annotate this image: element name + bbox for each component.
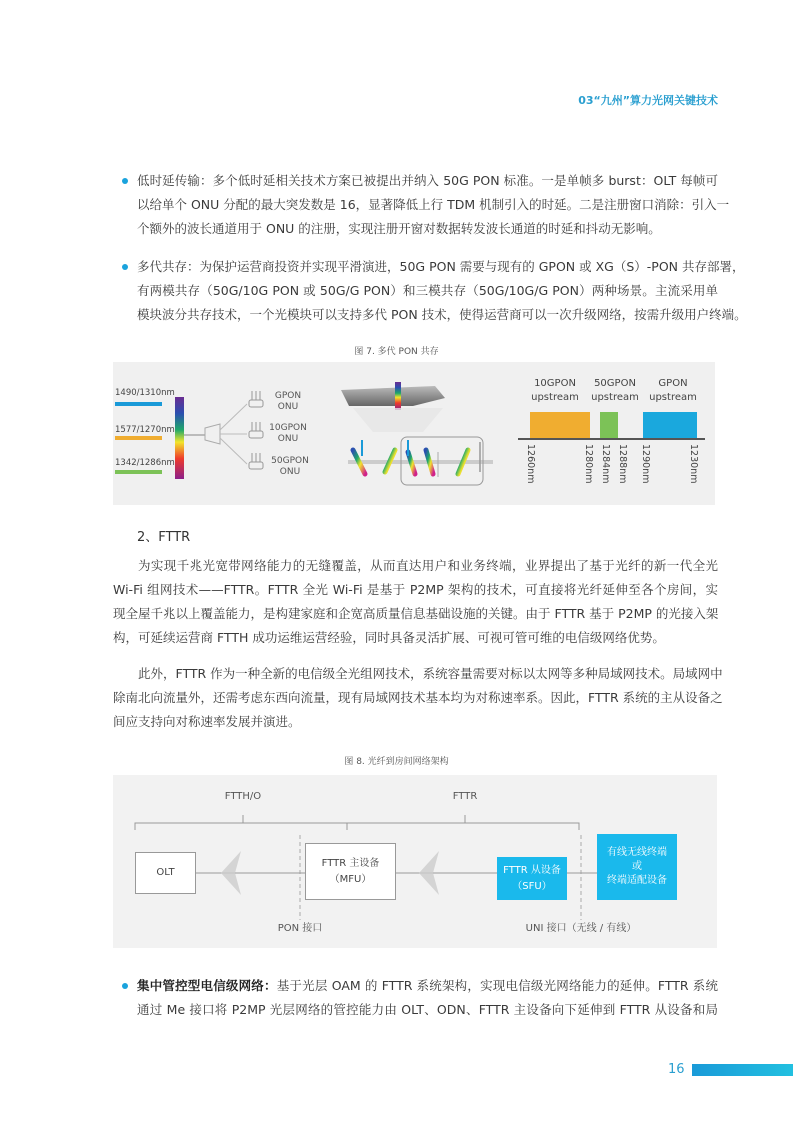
wavelength-swatch-blue xyxy=(115,402,162,406)
text-line: 除南北向流量外，还需考虑东西向流量，现有局域网技术基本均为对称速率系。因此，FTTR 系统的主从设备之 xyxy=(113,690,723,705)
band-label-10gpon: 10GPON upstream xyxy=(531,378,579,403)
band-bar-10gpon xyxy=(530,412,590,438)
bullet-dot xyxy=(122,264,128,270)
band-bar-50gpon xyxy=(600,412,618,438)
wavelength-label: 1342/1286nm xyxy=(115,458,175,468)
text-line xyxy=(137,974,718,998)
text-line: 通过 Me 接口将 P2MP 光层网络的管控能力由 OLT、ODN、FTTR 主设备向下延伸到 FTTR 从设备和局 xyxy=(137,1002,718,1017)
wavelength-label: 1577/1270nm xyxy=(115,425,175,435)
onu-icons xyxy=(249,391,263,469)
tick-label: 1230nm xyxy=(688,444,699,484)
bullet-dot xyxy=(122,178,128,184)
tick-label: 1288nm xyxy=(617,444,628,484)
text-line: Wi-Fi 组网技术——FTTR。FTTR 全光 Wi-Fi 是基于 P2MP 架构的技术，可直接将光纤延伸至各个房间，实 xyxy=(113,582,718,597)
wavelength-label: 1490/1310nm xyxy=(115,388,175,398)
bullet-centralized-management xyxy=(137,974,718,1022)
band-label-50gpon: 50GPON upstream xyxy=(591,378,639,403)
sfu-box: FTTR 从设备 （SFU） xyxy=(497,857,567,900)
bullet-dot xyxy=(122,983,128,989)
onu-label-gpon: GPON ONU xyxy=(274,391,302,412)
wavelength-swatch-orange xyxy=(115,436,162,440)
paragraph-fttr-capacity xyxy=(113,662,723,734)
tick-label: 1280nm xyxy=(583,444,594,484)
footer-accent-bar xyxy=(692,1064,793,1076)
band-label-gpon: GPON upstream xyxy=(649,378,697,403)
bracket-ftth xyxy=(135,815,347,830)
mfu-box: FTTR 主设备 （MFU） xyxy=(305,843,396,900)
splitter-icon xyxy=(205,424,220,444)
figure7-caption: 图 7. 多代 PON 共存 xyxy=(354,347,439,357)
band-bar-gpon xyxy=(643,412,697,438)
optical-module-image xyxy=(341,386,445,406)
text-line: 模块波分共存技术，一个光模块可以支持多代 PON 技术，使得运营商可以一次升级网络，按需升级用户终端。 xyxy=(137,307,747,322)
text-line: 构，可延续运营商 FTTH 成功运维运营经验，同时具备灵活扩展、可视可管可维的电信级网络优势。 xyxy=(113,630,665,645)
wavelength-axis xyxy=(518,438,705,440)
text-span: 基于光层 OAM 的 FTTR 系统架构，实现电信级光网络能力的延伸。FTTR 系统 xyxy=(276,978,718,993)
text-line: 个额外的波长通道用于 ONU 的注册，实现注册开窗对数据转发波长通道的时延和抖动无影响。 xyxy=(137,221,661,236)
paragraph-fttr-intro xyxy=(113,554,718,650)
bracket-fttr xyxy=(347,815,579,830)
label-pon-interface: PON 接口 xyxy=(277,923,323,934)
bullet-bold-lead: 集中管控型电信级网络： xyxy=(137,978,277,993)
figure8-caption: 图 8. 光纤到房间网络架构 xyxy=(344,757,449,767)
text-line: 有两模共存（50G/10G PON 或 50G/G PON）和三模共存（50G/10G/G PON）两种场景。主流采用单 xyxy=(137,283,718,298)
onu-label-10gpon: 10GPON ONU xyxy=(269,423,307,444)
text-line: 为实现千兆光宽带网络能力的无缝覆盖，从而直达用户和业务终端，业界提出了基于光纤的新一代全光 xyxy=(138,558,718,573)
text-line: 间应支持向对称速率发展并演进。 xyxy=(113,714,301,729)
figure8-fttr-architecture xyxy=(113,775,717,948)
label-fttr: FTTR xyxy=(452,791,478,802)
tick-label: 1284nm xyxy=(600,444,611,484)
wavelength-swatch-green xyxy=(115,470,162,474)
text-line: 以给单个 ONU 分配的最大突发数是 16，显著降低上行 TDM 机制引入的时延。二是注册窗口消除：引入一 xyxy=(137,197,730,212)
text-line: 低时延传输：多个低时延相关技术方案已被提出并纳入 50G PON 标准。一是单帧多 burst：OLT 每帧可 xyxy=(137,173,718,188)
section-title: 2、FTTR xyxy=(137,530,191,545)
spectrum-bar xyxy=(175,397,184,479)
label-uni-interface: UNI 接口（无线 / 有线） xyxy=(525,923,637,934)
tick-label: 1290nm xyxy=(640,444,651,484)
bullet-coexistence xyxy=(137,255,747,327)
page-number: 16 xyxy=(668,1062,685,1077)
figure7-multi-pon xyxy=(113,362,715,505)
text-line: 此外，FTTR 作为一种全新的电信级全光组网技术，系统容量需要对标以太网等多种局域网技术。局域网中 xyxy=(138,666,723,681)
label-ftth: FTTH/O xyxy=(224,791,262,802)
text-line: 多代共存：为保护运营商投资并实现平滑演进，50G PON 需要与现有的 GPON 或 XG（S）-PON 共存部署， xyxy=(137,259,745,274)
tick-label: 1260nm xyxy=(525,444,536,484)
olt-box: OLT xyxy=(135,852,196,894)
section-header: 03“九州”算力光网关键技术 xyxy=(578,94,718,107)
terminal-box: 有线无线终端 或 终端适配设备 xyxy=(597,834,677,900)
onu-label-50gpon: 50GPON ONU xyxy=(271,456,309,477)
bullet-low-latency xyxy=(137,169,730,241)
text-line: 现全屋千兆以上覆盖能力，是构建家庭和企宽高质量信息基础设施的关键。由于 FTTR 基于 P2MP 的光接入架 xyxy=(113,606,719,621)
